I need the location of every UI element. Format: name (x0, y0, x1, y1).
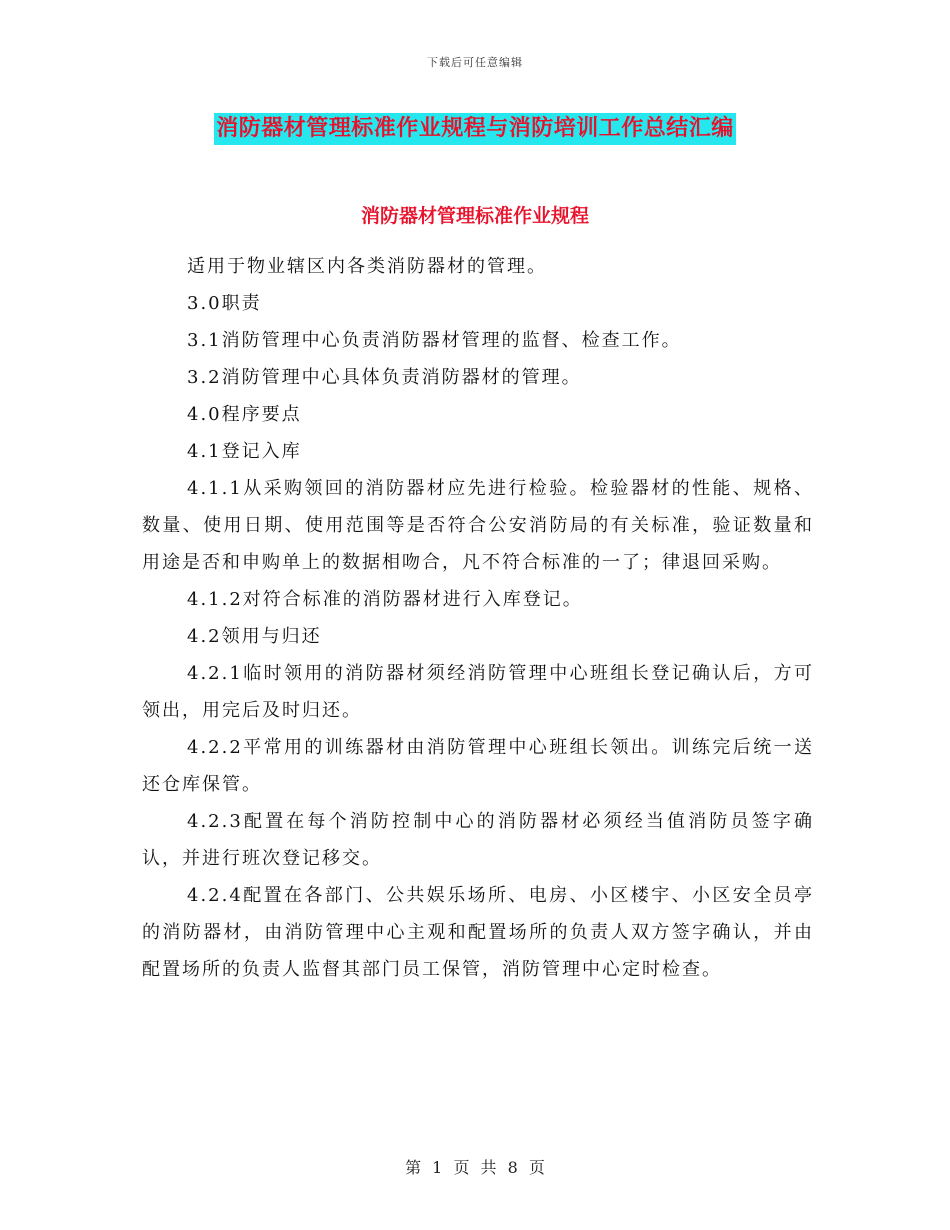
paragraph: 4.2.1临时领用的消防器材须经消防管理中心班组长登记确认后，方可领出，用完后及时归还。 (142, 663, 814, 721)
page-footer: 第 1 页 共 8 页 (405, 1158, 545, 1177)
document-title: 消防器材管理标准作业规程与消防培训工作总结汇编 (214, 113, 736, 145)
paragraph: 4.2.4配置在各部门、公共娱乐场所、电房、小区楼宇、小区安全员亭的消防器材，由消防管理中心主观和配置场所的负责人双方签字确认，并由配置场所的负责人监督其部门员工保管，消防管理中心定时检查。 (142, 885, 814, 980)
paragraph: 4.0程序要点 (187, 404, 302, 425)
paragraph: 4.2领用与归还 (187, 626, 322, 647)
paragraph: 4.1.2对符合标准的消防器材进行入库登记。 (187, 589, 583, 610)
paragraph: 4.1登记入库 (187, 441, 302, 462)
paragraph: 适用于物业辖区内各类消防器材的管理。 (187, 256, 547, 277)
paragraph: 4.2.2平常用的训练器材由消防管理中心班组长领出。训练完后统一送还仓库保管。 (142, 737, 814, 795)
paragraph: 4.1.1从采购领回的消防器材应先进行检验。检验器材的性能、规格、数量、使用日期、使用范围等是否符合公安消防局的有关标准，验证数量和用途是否和申购单上的数据相吻合，凡不符合标准的一了；律退回采购。 (142, 478, 814, 573)
section-title: 消防器材管理标准作业规程 (360, 205, 589, 227)
paragraph: 4.2.3配置在每个消防控制中心的消防器材必须经当值消防员签字确认，并进行班次登记移交。 (142, 811, 814, 869)
paragraph: 3.2消防管理中心具体负责消防器材的管理。 (187, 367, 582, 388)
header-note: 下载后可任意编辑 (427, 56, 523, 69)
document-body (142, 248, 814, 988)
paragraph: 3.1消防管理中心负责消防器材管理的监督、检查工作。 (187, 330, 682, 351)
document-title-wrap (0, 113, 950, 145)
paragraph: 3.0职责 (187, 293, 262, 314)
